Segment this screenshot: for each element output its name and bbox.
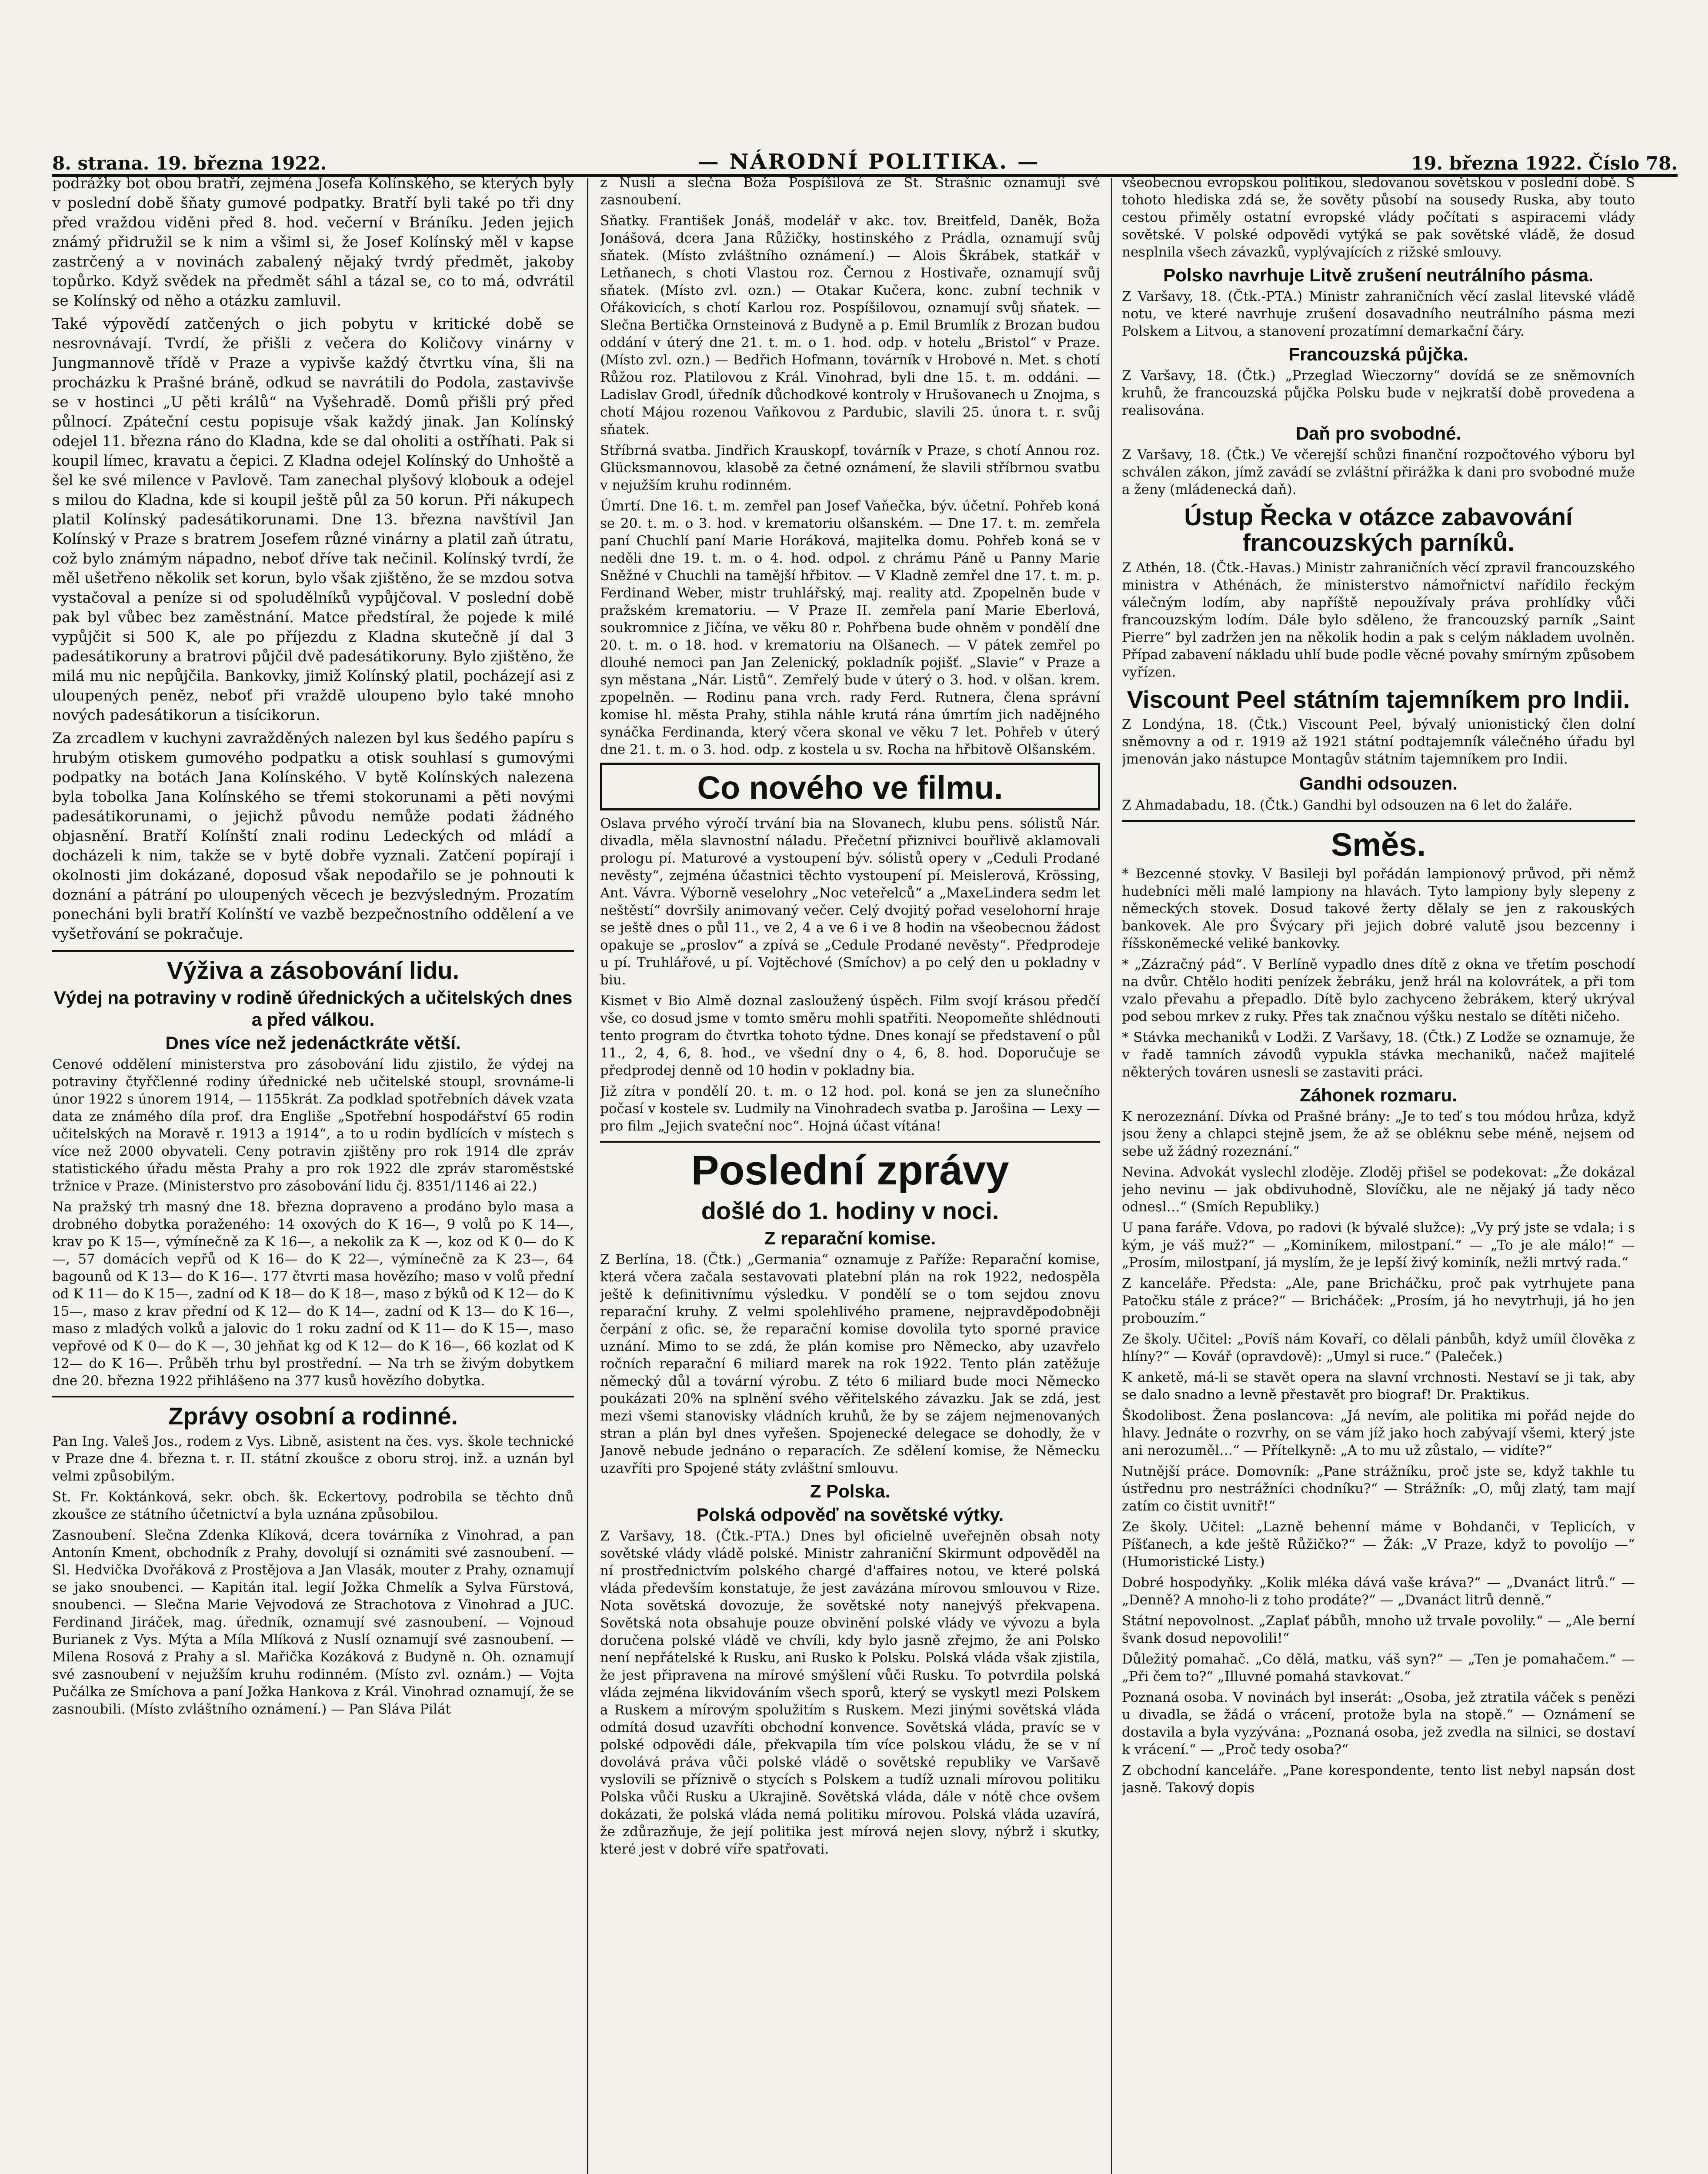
article-paragraph: Cenové oddělení ministerstva pro zásobování lidu zjistilo, že výdej na potraviny čtyřčlenné rodiny úřednické neb učitelské stoupl, srovnáme-li únor 1922 s únorem 1914, — 1155krát. Za podklad spotřebních dávek vzata data ze známého díla prof. dra Engliše „Spotřební hospodářství 65 rodin učitelských na Moravě r. 1913 a 1914“, a to u rodin bydlících v místech s více než 2000 obyvateli. Ceny potravin zjištěny pro rok 1914 dle zpráv statistického úřadu města Prahy a pro rok 1922 dle zpráv staroměstské tržnice v Praze. (Ministerstvo pro zásobování lidu čj. 8351/1146 ai 22.): [52, 1056, 574, 1194]
film-article: Oslava prvého výročí trvání bia na Slovanech, klubu pens. sólistů Nár. divadla, měla slavnostní náladu. Přečetní přiznivci bouřlivě aklamovali prologu pí. Maturové a vystoupení býv. sólistů opery v „Ceduli Prodané nevěsty“, zejména účastnici těchto vystoupení pí. Meislerová, Krössing, Ant. Vávra. Výborně veselohry „Noc veteřelců“ a „MaxeLindera sedm let neštěstí“ dovršily animovaný večer. Celý dvojitý pořad veselohorní hraje se ještě dnes o půl 11., ve 2, 4 a ve 6 i ve 8 hodin na všeobecnou žádost opakuje se „proslov“ a zpívá se „Cedule Prodané nevěsty“. Předprodeje u pí. Truhlářové, u pí. Vojtěchové (Smíchov) a po celý den u pokladny v biu.: [600, 815, 1100, 988]
article-paragraph: podrážky bot obou bratří, zejména Josefa Kolínského, se kterých byly v poslední době šňaty gumové podpatky. Bratří byli také po tři dny před vraždou viděni před 8. hod. večerní v Bráníku. Jeden jejich známý přidružil se k nim a všiml si, že Josef Kolínský měl v kapse zastrčený a v novinách zabalený nějaký tvrdý předmět, jakoby topůrko. Když svědek na předmět sáhl a tázal se, co to má, odvrátil se Kolínský od něho a otázku zamluvil.: [52, 175, 574, 310]
article-subheading: Výdej na potraviny v rodině úřednických a učitelských dnes a před válkou.: [53, 987, 573, 1030]
personal-notice: Pan Ing. Valeš Jos., rodem z Vys. Libně, asistent na čes. vys. škole technické v Praze dne 4. března t. r. II. státní zkoušce z oboru stroj. inž. a uznán byl velmi způsobilým.: [52, 1433, 574, 1484]
article-subheading: Daň pro svobodné.: [1295, 423, 1461, 443]
article-subheading: Z reparační komise.: [764, 1228, 936, 1249]
humor-item: Nutnější práce. Domovník: „Pane strážníku, proč jste se, když takhle tu ústřednu pro nestrážníci chodníku?“ — Strážník: „O, můj zlatý, tam mají zatím co čistit uvnitř!“: [1122, 1464, 1635, 1514]
section-separator: [52, 1396, 574, 1397]
silver-wedding-notice: Stříbrná svatba. Jindřich Krauskopf, továrník v Praze, s chotí Annou roz. Glücksmannovou, klasobě za četné oznámení, že slavili stříbrnou svatbu v nejužším kruhu rodinném.: [600, 443, 1100, 493]
misc-item: * Bezcenné stovky. V Basileji byl pořádán lampionový průvod, při němž hudebníci měli malé lampiony na hlavách. Tyto lampiony byly slepeny z německých stovek. Dosud takové žerty dělaly se jen z rakouských bankovek. Ale pro Švýcary při jejich dobré valutě jsou bezcenny i říšskoněmecké veliké bankovky.: [1122, 866, 1635, 952]
humor-item: Státní nepovolnost. „Zaplať pábůh, mnoho už trvale povolily.“ — „Ale berní švank dosud nepovolili!“: [1122, 1613, 1635, 1647]
news-article: Z Athén, 18. (Čtk.-Havas.) Ministr zahraničních věcí zpravil francouzského ministra v Athénách, že ministerstvo námořnictví nařídilo řeckým válečným lodím, aby napříště nepoužívaly práva prohlídky vůči francouzským lodím. Dále bylo sděleno, že francouzský parník „Saint Pierre“ byl zadržen jen na několik hodin a pak s celým nákladem uvolněn. Případ zabavení nákladu uhlí bude podle věcné povahy smírným způsobem vyřízen.: [1122, 560, 1635, 680]
news-article: Z Berlína, 18. (Čtk.) „Germania“ oznamuje z Paříže: Reparační komise, která včera začala sestavovati platební plán na rok 1922, nedospěla ještě k definitivnímu výsledku. V pondělí se o tom sejdou znovu reparační kruhy. Z velmi spolehlivého pramene, nejpravděpodobněji čerpání z ofic. se, že reparační komise dovolila tyto sporné pravice uznání. Mimo to se zdá, že plán komise pro Německo, aby uzavřelo ročních reparační 6 miliard marek na rok 1922. Tento plán zatěžuje německý důl a tovární výrobu. Z této 6 miliard bude moci Německo poukázati 20% na splnění svého věřitelského závazku. Jak se zdá, jest mezi všemi stanovisky vládních kruhů, že by se zájem nejmenovaných stran a plán byl dnes vyřešen. Spojenecké delegace se dohodly, že v Janově nebude jednáno o reparacích. Ze sdělení komise, že Německu uzavříti pro Spojené státy zvláštní smlouvu.: [600, 1252, 1100, 1477]
obituaries: Úmrtí. Dne 16. t. m. zemřel pan Josef Vaňečka, býv. účetní. Pohřeb koná se 20. t. m. o 3. hod. v krematoriu olšanském. — Dne 17. t. m. zemřela paní Chuchlí paní Marie Horáková, majitelka domu. Pohřeb koná se v neděli dne 19. t. m. o 4. hod. odpol. z chrámu Páně u Panny Marie Sněžné v Chuchli na tamější hřbitov. — V Kladně zemřel dne 17. t. m. p. Ferdinand Weber, mistr truhlářský, maj. reality atd. Zpopelněn bude v pražském krematoriu. — V Praze II. zemřela paní Marie Eberlová, soukromnice z Jičína, ve věku 80 r. Pohřbena bude ohněm v pondělí dne 20. t. m. o 18. hod. v krematoriu na Olšanech. — V pátek zemřel po dlouhé nemoci pan Jan Zelenický, pokladník pojišť. „Slavie“ v Praze a syn městana „Nár. Listů“. Zemřelý bude v úterý o 3. hod. v olšan. krem. zpopelněn. — Rodinu pana vrch. rady Ferd. Rutnera, člena správní komise hl. města Prahy, stihla náhle krutá rána úmrtím jich nadějného synáčka Ferdinanda, který včera skonal ve věku 7 let. Pohřeb v úterý dne 21. t. m. o 3. hod. odp. z kostela u sv. Rocha na hřbitově Olšanském.: [600, 498, 1100, 757]
section-heading-food: Výživa a zásobování lidu.: [167, 957, 460, 984]
column-divider: [1111, 178, 1112, 2174]
column-2: [600, 174, 1100, 2174]
humor-item: Nevina. Advokát vyslechl zloděje. Zloděj přišel se podekovat: „Že dokázal jeho nevinu — jak obdivuhodně, Slovíčku, ale ne nějaký já tady něco odnesl…“ (Smích Republiky.): [1122, 1164, 1635, 1215]
humor-item: Poznaná osoba. V novinách byl inserát: „Osoba, jež ztratila váček s penězi u divadla, se žádá o vrácení, protože byla na stopě.“ — Oznámení se dostavila a byla vyzývána: „Poznaná osoba, jež zvedla na silnici, se dostaví k vrácení.“ — „Proč tedy osoba?“: [1122, 1690, 1635, 1758]
personal-notice: St. Fr. Koktánková, sekr. obch. šk. Eckertovy, podrobila se těchto dnů zkoušce ze státního účetnictví a byla uznána způsobilou.: [52, 1489, 574, 1522]
humor-item: U pana faráře. Vdova, po radovi (k bývalé služce): „Vy prý jste se vdala; i s kým, je váš muž?“ — „Kominíkem, milostpaní.“ — „To je ale málo!“ — „Prosím, milostpaní, já myslím, že je lepší živý kominík, nežli mrtvý rada.“: [1122, 1220, 1635, 1271]
humor-item: K nerozeznání. Dívka od Prašné brány: „Je to teď s tou módou hrůza, když jsou ženy a chlapci stejně jsem, že až se obléknu sebe méně, nejsem od sebe už žádný rozeznání.“: [1122, 1109, 1635, 1160]
issue-date-number: 19. března 1922. Číslo 78.: [1411, 153, 1678, 174]
engagement-notices: Zasnoubení. Slečna Zdenka Klíková, dcera továrníka z Vinohrad, a pan Antonín Kment, obchodník z Prahy, dovolují si oznámiti své zasnoubení. — Sl. Hedvička Dvořáková z Prostějova a Jan Vlasák, mouter z Prahy, oznamují se jako snoubenci. — Kapitán ital. legií Jožka Chmelík a Sylva Fürstová, snoubenci. — Slečna Marie Vejvodová ze Strachotova z Vinohrad a JUC. Ferdinand Jiráček, mag. úředník, oznamují své zasnoubení. — Vojnoud Burianek z Vys. Mýta a Míla Mlíková z Nuslí oznamují své zasnoubení. — Milena Rosová z Prahy a sl. Mařička Kozáková z Budyně n. Oh. oznamují své zasnoubení v nejužším kruhu rodinném. (Místo zvl. oznám.) — Vojta Pučálka ze Smíchova a paní Jožka Hankova z Král. Vinohrad oznamují, že se zasnoubili. (Místo zvláštního oznámení.) — Pan Sláva Pilát: [52, 1527, 574, 1717]
section-heading-miscellany: Směs.: [1331, 827, 1426, 863]
section-heading-latest-news: Poslední zprávy: [691, 1147, 1009, 1194]
article-subheading: Z Polska.: [810, 1481, 891, 1502]
humor-item: Dobré hospodyňky. „Kolik mléka dává vaše kráva?“ — „Dvanáct litrů.“ — „Denně? A mnoho-li z toho prodáte?“ — „Dvanáct litrů denně.“: [1122, 1575, 1635, 1608]
misc-item: * Stávka mechaniků v Lodži. Z Varšavy, 18. (Čtk.) Z Lodže se oznamuje, že v řadě tamních závodů vypukla stávka mechaniků, načež majitelé některých továren usnesli se zastaviti práci.: [1122, 1030, 1635, 1080]
column-3: [1122, 174, 1635, 2174]
humor-heading: Záhonek rozmaru.: [1300, 1085, 1457, 1106]
article-paragraph: Za zrcadlem v kuchyni zavražděných nalezen byl kus šedého papíru s hrubým otiskem gumového podpatku a otisk souhlasí s gumovými podpatky na botách Jana Kolínského. V bytě Kolínských nalezena byla tobolka Jana Kolínského se třemi stokorunami a pěti novými padesátikorunami, o jejichž původu nemůže podati žádného objasnění. Bratří Kolínští znali rodinu Ledeckých od mládí a docházeli k nim, takže se v bytě dobře vyznali. Zatčení popírají i okolnosti jim dokázané, doposud však nepodařilo se je pohnouti k doznání a pátrání po uloupených věcech je bezvýsledným. Prozatím ponecháni byli bratří Kolínští ve vazbě bezpečnostního oddělení a ve vyšetřování se pokračuje.: [52, 730, 574, 943]
newspaper-title: — NÁRODNÍ POLITIKA. —: [697, 150, 1040, 174]
article-paragraph: Také výpovědí zatčených o jich pobytu v kritické době se nesrovnávají. Tvrdí, že přišli z večera do Količovy vinárny v Jungmannově třídě v Praze a vypivše každý čtvrtku vína, šli na procházku k Prašné bráně, odkud se navrátili do Podola, zastavivše se v hostinci „U pěti králů“ na Vyšehradě. Domů přišli prý před půlnocí. Zpáteční cestu popisuje však každý jinak. Jan Kolínský odejel 11. března ráno do Kladna, kde se dal oholiti a ostříhati. Pak si koupil límec, kravatu a čepici. Z Kladna odejel Kolínský do Unhoště a šel ke své milence v Pavlově. Tam zanechal plyšový klobouk a odejel s milou do Kladna, kde si koupil ještě půl za 50 korun. Při nákupech platil Kolínský padesátikorunami. Dne 13. března navštívil Jan Kolínský v Praze s bratrem Josefem různé vinárny a platil zaň útratu, což bylo známým nápadno, neboť dříve tak nečinil. Kolínský tvrdí, že měl ušetřeno několik set korun, bylo však zjištěno, že se mzdou sotva vystačoval a peníze si od spoludělníků vypůjčoval. V poslední době pak byl vůbec bez zaměstnání. Matce předstíral, že pojede k milé vypůjčit si 500 K, ale po příjezdu z Kladna skutečně jí dal 3 padesátikoruny a bratrovi půjčil dvě padesátikoruny. Bylo zjištěno, že milá mu nic nepůjčila. Bankovky, jimiž Kolínský platil, pocházejí asi z uloupených peněz, neboť při vraždě uloupeno bylo také mnoho nových padesátikorun a tisícikorun.: [52, 315, 574, 724]
news-article: Z Varšavy, 18. (Čtk.-PTA.) Dnes byl oficielně uveřejněn obsah noty sovětské vlády vládě polské. Ministr zahraniční Skirmunt odpověděl na ní prostřednictvím polského chargé d'affaires notou, ve které polská vláda především konstatuje, že jest zavázána mírovou smlouvou v Rize. Nota sovětská dovozuje, že sovětské noty nanejvýš překvapena. Sovětská nota obsahuje pouze obvinění polské vlády ve vývozu a byla doručena polské vládě ve chvíli, kdy bylo jasně zřejmo, že ani Polsko není nepřátelské k Rusku, ani Rusko k Polsku. Polská vláda však zjistila, že jest připravena na mírové smýšlení vůči Rusku. To potvrdila polská vláda zejména likvidováním všech sporů, který se vyskytl mezi Polskem a Ruskem a mírovým spolužitím s Ruskem. Mezi jinými sovětská vláda odmítá dosud uzavříti obchodní konvence. Sovětská vláda, pravíc se v polské odpovědi dále, překvapila tím více polskou vládu, že se v ní dovolává práva vůči polské vládě o sovětské republiky ve Varšavě vyslovili se příznivě o stycích s Polskem a tudíž uznali mírovou politiku Polska vůči Rusku a Ukrajině. Sovětská vláda, dále v nótě chce ovšem dokázati, že polská vláda nemá politiku mírovou. Polská vláda uzavírá, že zdůrazňuje, že její politika jest mírová nejen slovy, nýbrž i skutky, které jest v dobré víře spatřovati.: [600, 1528, 1100, 1857]
humor-item: Škodolibost. Žena poslancova: „Já nevím, ale politika mi pořád nejde do hlavy. Jednáte o rozvrhy, on se vám jíž jako hoch zabývají všemi, který jste ani nerozuměl…“ — Přítelkyně: „A to mu už zůstalo, — vidíte?“: [1122, 1408, 1635, 1459]
film-article: Kismet v Bio Almě doznal zasloužený úspěch. Film svojí krásou předčí vše, co dosud jsme v tomto směru mohli spatřiti. Neopomeňte shlédnouti tento program do čtvrtka tohoto týdne. Dnes konají se představení o půl 11., 2, 4, 6, 8. hod., ve všední dny o 4, 6, 8. hod. Doporučuje se předprodej denně od 10 hodin v pokladny bia.: [600, 993, 1100, 1078]
news-article: Z Londýna, 18. (Čtk.) Viscount Peel, bývalý unionistický člen dolní sněmovny a od r. 1919 až 1921 státní podtajemník válečného úřadu byl jmenován jako nástupce Montagův státním tajemníkem pro Indii.: [1122, 717, 1635, 767]
news-article: Z Varšavy, 18. (Čtk.-PTA.) Ministr zahraničních věcí zaslal litevské vládě notu, ve které navrhuje zrušení dosavadního neutrálního pásma mezi Polskem a Litvou, a stanovení prozatímní demarkační čáry.: [1122, 289, 1635, 339]
headline-peel: Viscount Peel státním tajemníkem pro Indii.: [1127, 685, 1630, 713]
humor-item: Z kanceláře. Předsta: „Ale, pane Bricháčku, proč pak vytrhujete pana Patočku stále z práce?“ — Bricháček: „Prosím, já ho nevytrhuji, já ho jen probouzím.“: [1122, 1276, 1635, 1327]
news-article: všeobecnou evropskou politikou, sledovanou sovětskou v poslední době. S tohoto hlediska zdá se, že sověty působí na sousedy Ruska, aby touto cestou přiměly ostatní evropské vlády počítati s aspiracemi vlády sovětské. V polské odpovědi vytýká se pak sovětské vládě, že dosud nesplnila všech závazků, vyplývajících z rižské smlouvy.: [1122, 175, 1635, 260]
column-divider: [587, 178, 588, 2174]
misc-item: * „Zázračný pád“. V Berlíně vypadlo dnes dítě z okna ve třetím poschodí na dvůr. Chtělo hoditi penízek žebráku, jenž hrál na kolovrátek, a při tom vzalo převahu a přepadlo. Dítě bylo zachyceno žebrákem, který ukrýval pod sebou mrkev z ruky. Přes tak značnou výšku nestalo se dítěti ničeho.: [1122, 957, 1635, 1025]
headline-gandhi: Gandhi odsouzen.: [1299, 773, 1458, 794]
film-notice: Již zítra v pondělí 20. t. m. o 12 hod. pol. koná se jen za slunečního počasí v kostele sv. Ludmily na Vinohradech svatba p. Jarošina — Lexy — pro film „Jejich svateční noc“. Hojná účast vítána!: [600, 1083, 1100, 1134]
page-number-date: 8. strana. 19. března 1922.: [52, 153, 327, 174]
section-heading-film: Co nového ve filmu.: [697, 770, 1003, 806]
article-subheading: Polsko navrhuje Litvě zrušení neutrálního pásma.: [1163, 265, 1594, 285]
market-report: Na pražský trh masný dne 18. března dopraveno a prodáno bylo masa a drobného dobytka poraženého: 14 oxových do K 16—, 9 volů po K 14—, krav po K 15—, výmínečně za K 16—, a nekolik za K —, koz od K 0— do K —, 57 domácích vepřů od K 16— do K 22—, výmínečně za K 23—, 64 bagounů od K 13— do K 16—. 177 čtvrti masa hovězího; maso v volů přední od K 11— do K 15—, zadní od K 18— do K 18—, maso z býků od K 12— do K 15—, maso z krav přední od K 12— do K 14—, zadní od K 13— do K 16—, maso z mladých volků a jalovic do 1 roku zadní od K 11— do K 15—, maso vepřové od K 0— do K —, 30 jehňat kg od K 12— do K 16—, 66 kozlat od K 12— do K 16—. Průběh trhu byl prostřední. — Na trh se živým dobytkem dne 20. března 1922 přihlášeno na 377 kusů hovězího dobytka.: [52, 1199, 574, 1389]
humor-item: Důležitý pomahač. „Co dělá, matku, váš syn?“ — „Ten je pomahačem.“ — „Při čem to?“ „Illuvné pomahá stavkovat.“: [1122, 1651, 1635, 1685]
latest-news-subheading: došlé do 1. hodiny v noci.: [701, 1197, 999, 1225]
article-subheading: Dnes více než jedenáctkráte větší.: [165, 1032, 461, 1053]
humor-item: K anketě, má-li se stavět opera na slavní vrchnosti. Nestaví se ji tak, aby se dalo snadno a levně přestavět pro biograf! Dr. Praktikus.: [1122, 1370, 1635, 1403]
news-article: Z Varšavy, 18. (Čtk.) Ve včerejší schůzi finanční rozpočtového výboru byl schválen zákon, jímž zavádí se zvláštní přirážka k dani pro svobodné muže a ženy (mládenecká daň).: [1122, 447, 1635, 497]
news-article: Z Varšavy, 18. (Čtk.) „Przeglad Wieczorny“ dovídá se ze sněmovních kruhů, že francouzská půjčka Polsku bude v nejkratší době provedena a realisována.: [1122, 368, 1635, 418]
wedding-notices: Sňatky. František Jonáš, modelář v akc. tov. Breitfeld, Daněk, Boža Jonášová, dcera Jana Růžičky, hostinského z Prádla, oznamují svůj sňatek. (Místo zvláštního oznámení.) — Alois Škrábek, statkář v Letňanech, s choti Vlastou roz. Černou z Hostivaře, oznamují svůj sňatek. (Místo zvl. ozn.) — Otakar Kučera, konc. zubní technik v Ořákovicích, s chotí Karlou roz. Pospíšilovou, oznamují svůj sňatek. — Slečna Bertička Ornsteinová z Budyně a p. Emil Brumlík z Brozan budou oddání v úterý dne 21. t. m. o 1. hod. odp. v hotelu „Bristol“ v Praze. (Místo zvl. ozn.) — Bedřich Hofmann, továrník v Hrobové n. Met. s chotí Růžou roz. Platilovou z Král. Vinohrad, byli dne 15. t. m. oddáni. — Ladislav Grodl, úředník důchodkové kontroly v Hrušovanech u Znojma, s chotí Májou rozenou Vaňkovou z Pardubic, slavili 25. února t. r. svůj sňatek.: [600, 213, 1100, 437]
headline-greece: Ústup Řecka v otázce zabavování francouzských parníků.: [1184, 503, 1573, 556]
engagement-notices: z Nuslí a slečna Boža Pospíšilová ze St. Strašnic oznamují své zasnoubení.: [600, 175, 1100, 208]
column-1: [52, 174, 574, 2174]
news-article: Z Ahmadabadu, 18. (Čtk.) Gandhi byl odsouzen na 6 let do žaláře.: [1122, 797, 1573, 814]
article-subheading: Polská odpověď na sovětské výtky.: [696, 1504, 1004, 1525]
section-separator: [52, 950, 574, 952]
humor-item: Ze školy. Učitel: „Lazně behenní máme v Bohdanči, v Teplicích, v Píšťanech, a kde ještě Růžičko?“ — Žák: „V Praze, když to povolíjo —“ (Humoristické Listy.): [1122, 1519, 1635, 1570]
masthead: [52, 130, 1678, 177]
article-subheading: Francouzská půjčka.: [1288, 344, 1468, 364]
section-heading-personal: Zprávy osobní a rodinné.: [168, 1402, 458, 1430]
humor-item: Z obchodní kanceláře. „Pane korespondente, tento list nebyl napsán dost jasně. Takový dopis: [1122, 1763, 1635, 1796]
humor-item: Ze školy. Učitel: „Povíš nám Kovaří, co dělali pánbůh, když umíil člověka z hlíny?“ — Kovář (opravdově): „Umyl si ruce.“ (Paleček.): [1122, 1331, 1635, 1365]
section-separator: [600, 1141, 1100, 1143]
section-separator: [1122, 820, 1635, 822]
